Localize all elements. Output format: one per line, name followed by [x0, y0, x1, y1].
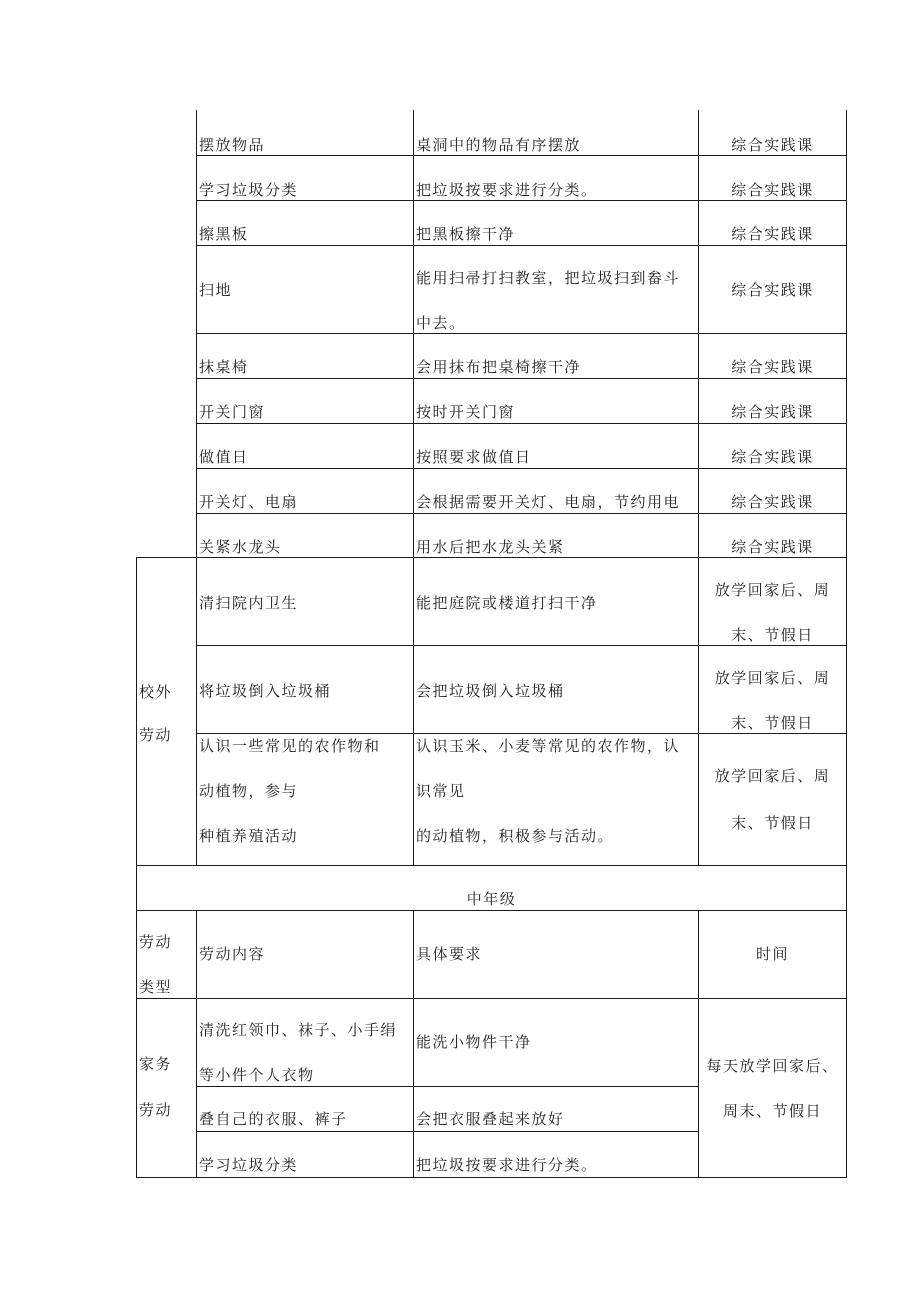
cell-requirement: 按时开关门窗 — [416, 403, 516, 421]
row-line — [196, 333, 847, 334]
cell-requirement: 用水后把水龙头关紧 — [416, 538, 565, 556]
cell-time: 末、节假日 — [731, 626, 814, 644]
col-divider-2 — [413, 110, 414, 865]
category-label: 劳动 — [139, 1101, 173, 1119]
cell-requirement: 能用扫帚打扫教室，把垃圾扫到畚斗 — [416, 269, 681, 287]
cell-item: 种植养殖活动 — [199, 827, 299, 845]
cell-time: 放学回家后、周 — [714, 767, 831, 785]
cell-item: 认识一些常见的农作物和 — [199, 737, 381, 755]
cell-requirement: 把黑板擦干净 — [416, 225, 516, 243]
col-divider-1b — [196, 910, 197, 1178]
table-border-left — [136, 557, 137, 1178]
header-type: 类型 — [139, 978, 173, 996]
cell-time: 放学回家后、周 — [714, 669, 831, 687]
row-line — [196, 468, 847, 469]
cell-time: 综合实践课 — [731, 281, 814, 299]
cell-requirement: 按照要求做值日 — [416, 448, 532, 466]
col-divider-2b — [413, 910, 414, 1178]
cell-time: 综合实践课 — [731, 136, 814, 154]
cell-time: 末、节假日 — [731, 814, 814, 832]
section-line — [136, 557, 847, 558]
cell-time: 末、节假日 — [731, 714, 814, 732]
row-line — [196, 513, 847, 514]
cell-item: 清扫院内卫生 — [199, 594, 299, 612]
row-line — [196, 645, 847, 646]
row-line — [196, 1131, 699, 1132]
cell-requirement: 会把衣服叠起来放好 — [416, 1110, 565, 1128]
cell-requirement: 识常见 — [416, 782, 466, 800]
row-line — [196, 245, 847, 246]
cell-item: 抹桌椅 — [199, 358, 249, 376]
section-line — [136, 865, 847, 866]
category-label: 家务 — [139, 1055, 173, 1073]
cell-time: 综合实践课 — [731, 538, 814, 556]
header-requirement: 具体要求 — [416, 945, 483, 963]
cell-item: 学习垃圾分类 — [199, 1156, 299, 1174]
cell-item: 扫地 — [199, 281, 233, 299]
row-line — [196, 200, 847, 201]
cell-item: 叠自己的衣服、裤子 — [199, 1110, 348, 1128]
cell-item: 开关门窗 — [199, 403, 266, 421]
cell-requirement: 会把垃圾倒入垃圾桶 — [416, 682, 565, 700]
cell-time: 综合实践课 — [731, 403, 814, 421]
cell-item: 动植物，参与 — [199, 782, 299, 800]
cell-item: 清洗红领巾、袜子、小手绢 — [199, 1021, 398, 1039]
cell-time: 放学回家后、周 — [714, 581, 831, 599]
row-line — [196, 1086, 699, 1087]
cell-requirement: 的动植物，积极参与活动。 — [416, 827, 615, 845]
cell-item: 做值日 — [199, 448, 249, 466]
col-divider-1 — [196, 110, 197, 865]
cell-item: 开关灯、电扇 — [199, 493, 299, 511]
cell-requirement: 把垃圾按要求进行分类。 — [416, 1156, 598, 1174]
cell-requirement: 中去。 — [416, 314, 466, 332]
cell-time: 综合实践课 — [731, 181, 814, 199]
header-type: 劳动 — [139, 933, 173, 951]
row-line — [196, 155, 847, 156]
table-border-right — [846, 110, 847, 1178]
section-line — [136, 998, 847, 999]
cell-time: 综合实践课 — [731, 448, 814, 466]
cell-time: 综合实践课 — [731, 225, 814, 243]
cell-requirement: 能洗小物件干净 — [416, 1033, 532, 1051]
header-time: 时间 — [755, 945, 789, 963]
cell-item: 擦黑板 — [199, 225, 249, 243]
cell-requirement: 能把庭院或楼道打扫干净 — [416, 594, 598, 612]
section-line — [136, 910, 847, 911]
cell-item: 学习垃圾分类 — [199, 181, 299, 199]
table-border-bottom — [136, 1177, 847, 1178]
cell-time: 周末、节假日 — [722, 1102, 822, 1120]
row-line — [196, 378, 847, 379]
cell-time: 综合实践课 — [731, 358, 814, 376]
cell-item: 关紧水龙头 — [199, 538, 282, 556]
cell-item: 等小件个人衣物 — [199, 1066, 315, 1084]
cell-item: 摆放物品 — [199, 136, 266, 154]
grade-header: 中年级 — [466, 890, 517, 908]
cell-requirement: 会根据需要开关灯、电扇，节约用电 — [416, 493, 681, 511]
cell-item: 将垃圾倒入垃圾桶 — [199, 682, 332, 700]
header-content: 劳动内容 — [199, 945, 266, 963]
cell-requirement: 认识玉米、小麦等常见的农作物，认 — [416, 737, 681, 755]
cell-time: 每天放学回家后、 — [706, 1057, 839, 1075]
row-line — [196, 733, 847, 734]
cell-requirement: 桌洞中的物品有序摆放 — [416, 136, 582, 154]
cell-requirement: 把垃圾按要求进行分类。 — [416, 181, 598, 199]
category-label: 劳动 — [139, 726, 173, 744]
category-label: 校外 — [139, 683, 173, 701]
cell-requirement: 会用抹布把桌椅擦干净 — [416, 358, 582, 376]
row-line — [196, 423, 847, 424]
cell-time: 综合实践课 — [731, 493, 814, 511]
